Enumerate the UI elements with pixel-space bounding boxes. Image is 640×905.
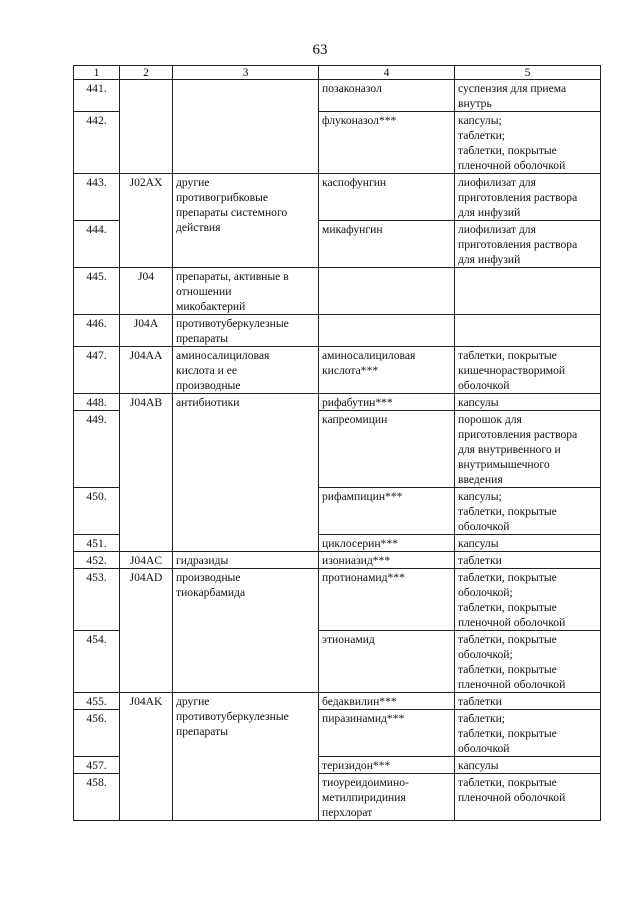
row-number: 455. (74, 693, 120, 710)
row-number: 443. (74, 174, 120, 221)
group-cell (173, 80, 319, 174)
table-row (74, 268, 601, 315)
atc-code: J04A (120, 315, 173, 347)
group-name: другие противотуберкулезные препараты (173, 693, 319, 821)
medicine-name: позаконазол (319, 80, 455, 112)
table-row (74, 569, 601, 631)
medicine-name: тиоуреидоимино-метилпиридиния перхлорат (319, 774, 455, 821)
atc-code-cell (120, 80, 173, 174)
dosage-form (455, 268, 601, 315)
medicine-name: рифампицин*** (319, 488, 455, 535)
table-row (74, 80, 601, 112)
atc-code: J04AD (120, 569, 173, 693)
dosage-form: таблетки; таблетки, покрытые оболочкой (455, 710, 601, 757)
group-name: производные тиокарбамида (173, 569, 319, 693)
dosage-form: таблетки, покрытые оболочкой; таблетки, покрытые пленочной оболочкой (455, 569, 601, 631)
medicines-table (73, 65, 601, 821)
atc-code: J04AA (120, 347, 173, 394)
dosage-form: капсулы; таблетки, покрытые оболочкой (455, 488, 601, 535)
row-number: 452. (74, 552, 120, 569)
medicine-name: аминосалициловая кислота*** (319, 347, 455, 394)
medicine-name: изониазид*** (319, 552, 455, 569)
column-header: 2 (120, 66, 173, 80)
atc-code: J04AC (120, 552, 173, 569)
page-number: 63 (312, 42, 328, 58)
dosage-form: таблетки, покрытые пленочной оболочкой (455, 774, 601, 821)
row-number: 458. (74, 774, 120, 821)
medicine-name (319, 268, 455, 315)
medicine-name: каспофунгин (319, 174, 455, 221)
group-name: антибиотики (173, 394, 319, 552)
group-name: противотуберкулезные препараты (173, 315, 319, 347)
dosage-form: капсулы (455, 757, 601, 774)
row-number: 450. (74, 488, 120, 535)
group-name: другие противогрибковые препараты системного действия (173, 174, 319, 268)
dosage-form: лиофилизат для приготовления раствора для инфузий (455, 221, 601, 268)
dosage-form: капсулы (455, 394, 601, 411)
medicine-name: капреомицин (319, 411, 455, 488)
medicine-name: циклосерин*** (319, 535, 455, 552)
dosage-form: лиофилизат для приготовления раствора для инфузий (455, 174, 601, 221)
row-number: 442. (74, 112, 120, 174)
medicine-name: пиразинамид*** (319, 710, 455, 757)
dosage-form: порошок для приготовления раствора для внутривенного и внутримышечного введения (455, 411, 601, 488)
dosage-form: капсулы (455, 535, 601, 552)
row-number: 451. (74, 535, 120, 552)
atc-code: J04AB (120, 394, 173, 552)
dosage-form: таблетки, покрытые оболочкой; таблетки, покрытые пленочной оболочкой (455, 631, 601, 693)
medicine-name: протионамид*** (319, 569, 455, 631)
column-header: 1 (74, 66, 120, 80)
medicine-name: рифабутин*** (319, 394, 455, 411)
row-number: 444. (74, 221, 120, 268)
row-number: 448. (74, 394, 120, 411)
column-header: 4 (319, 66, 455, 80)
table-row (74, 174, 601, 221)
table-row (74, 394, 601, 411)
medicine-name (319, 315, 455, 347)
row-number: 449. (74, 411, 120, 488)
row-number: 445. (74, 268, 120, 315)
medicine-name: микафунгин (319, 221, 455, 268)
medicine-name: этионамид (319, 631, 455, 693)
dosage-form: суспензия для приема внутрь (455, 80, 601, 112)
column-header: 3 (173, 66, 319, 80)
row-number: 441. (74, 80, 120, 112)
table-row (74, 347, 601, 394)
group-name: аминосалициловая кислота и ее производные (173, 347, 319, 394)
atc-code: J04 (120, 268, 173, 315)
column-header-row (74, 66, 601, 80)
dosage-form: таблетки, покрытые кишечнорастворимой оболочкой (455, 347, 601, 394)
row-number: 456. (74, 710, 120, 757)
dosage-form: таблетки (455, 552, 601, 569)
atc-code: J02AX (120, 174, 173, 268)
row-number: 457. (74, 757, 120, 774)
group-name: препараты, активные в отношении микобактерий (173, 268, 319, 315)
table-row (74, 315, 601, 347)
medicine-name: бедаквилин*** (319, 693, 455, 710)
atc-code: J04AK (120, 693, 173, 821)
row-number: 453. (74, 569, 120, 631)
dosage-form (455, 315, 601, 347)
table-row (74, 693, 601, 710)
group-name: гидразиды (173, 552, 319, 569)
dosage-form: таблетки (455, 693, 601, 710)
column-header: 5 (455, 66, 601, 80)
row-number: 446. (74, 315, 120, 347)
dosage-form: капсулы; таблетки; таблетки, покрытые пленочной оболочкой (455, 112, 601, 174)
row-number: 447. (74, 347, 120, 394)
medicine-name: флуконазол*** (319, 112, 455, 174)
table-row (74, 552, 601, 569)
row-number: 454. (74, 631, 120, 693)
medicine-name: теризидон*** (319, 757, 455, 774)
